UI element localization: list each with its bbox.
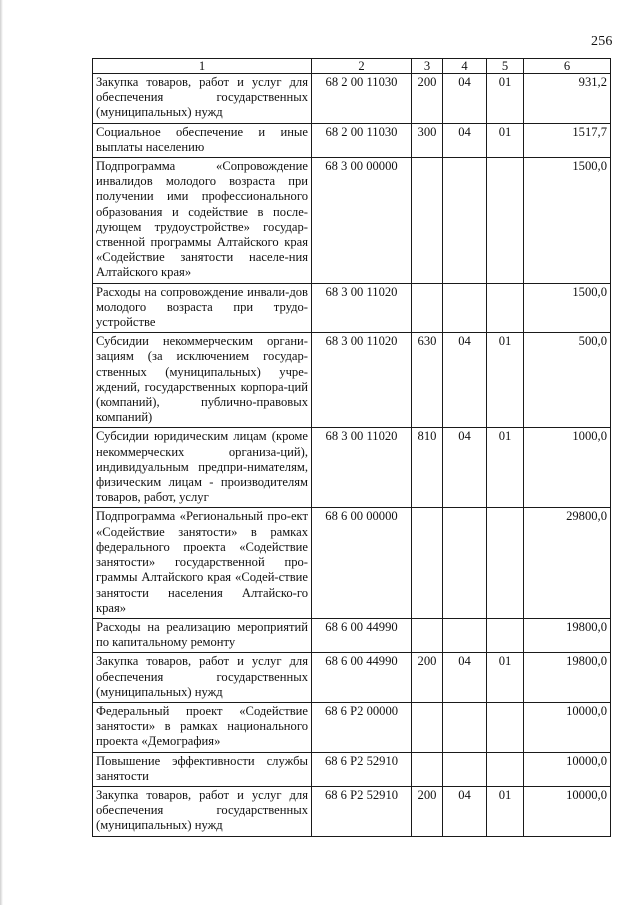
row-description: Субсидии некоммерческим органи-зациям (за исключением государ-ственных (муниципальных) учре-ждений, государственных корпора-ций (компаний), публично-правовых компаний)	[93, 333, 312, 428]
row-expense-type	[412, 702, 443, 752]
row-expense-type	[412, 283, 443, 333]
row-expense-type	[412, 158, 443, 284]
row-expense-type	[412, 508, 443, 618]
row-section	[443, 283, 487, 333]
row-subsection	[487, 702, 524, 752]
column-header-6: 6	[524, 59, 611, 74]
row-target-code: 68 6 P2 52910	[312, 752, 412, 786]
row-expense-type	[412, 752, 443, 786]
table-row	[93, 333, 611, 428]
row-expense-type: 300	[412, 123, 443, 157]
row-amount: 931,2	[524, 74, 611, 124]
row-description: Подпрограмма «Сопровождение инвалидов молодого возраста при получении ими профессионального образования и содействие в после-дующем трудоустройстве» государ-ственной программы Алтайского края «Содействие занятости населе-ния Алтайского края»	[93, 158, 312, 284]
table-row	[93, 702, 611, 752]
row-amount: 10000,0	[524, 702, 611, 752]
table-row	[93, 428, 611, 508]
row-description: Расходы на сопровождение инвали-дов молодого возраста при трудо-устройстве	[93, 283, 312, 333]
row-expense-type: 200	[412, 786, 443, 836]
row-amount: 19800,0	[524, 618, 611, 652]
row-section	[443, 752, 487, 786]
table-row	[93, 752, 611, 786]
row-amount: 1500,0	[524, 158, 611, 284]
column-header-5: 5	[487, 59, 524, 74]
row-expense-type: 630	[412, 333, 443, 428]
binding-edge-shadow	[0, 0, 3, 905]
row-amount: 1000,0	[524, 428, 611, 508]
column-header-2: 2	[312, 59, 412, 74]
table-row	[93, 618, 611, 652]
row-target-code: 68 6 P2 52910	[312, 786, 412, 836]
row-expense-type: 810	[412, 428, 443, 508]
row-subsection: 01	[487, 653, 524, 703]
row-section: 04	[443, 74, 487, 124]
row-section	[443, 158, 487, 284]
table-row	[93, 74, 611, 124]
row-amount: 1517,7	[524, 123, 611, 157]
row-subsection: 01	[487, 786, 524, 836]
row-expense-type: 200	[412, 74, 443, 124]
row-amount: 29800,0	[524, 508, 611, 618]
row-description: Подпрограмма «Региональный про-ект «Содействие занятости» в рамках федерального проекта «Содействие занятости» государственной про-граммы Алтайского края «Содей-ствие занятости населения Алтайско-го края»	[93, 508, 312, 618]
header-row	[93, 59, 611, 74]
row-target-code: 68 3 00 00000	[312, 158, 412, 284]
row-subsection	[487, 618, 524, 652]
row-amount: 19800,0	[524, 653, 611, 703]
row-subsection	[487, 508, 524, 618]
row-target-code: 68 6 00 44990	[312, 653, 412, 703]
row-subsection: 01	[487, 428, 524, 508]
row-target-code: 68 3 00 11020	[312, 333, 412, 428]
row-target-code: 68 6 P2 00000	[312, 702, 412, 752]
row-description: Субсидии юридическим лицам (кроме некоммерческих организа-ций), индивидуальным предпри-нимателям, физическим лицам - производителям товаров, работ, услуг	[93, 428, 312, 508]
row-amount: 10000,0	[524, 752, 611, 786]
row-subsection	[487, 283, 524, 333]
column-header-1: 1	[93, 59, 312, 74]
table-row	[93, 123, 611, 157]
table-row	[93, 653, 611, 703]
row-section: 04	[443, 786, 487, 836]
row-expense-type	[412, 618, 443, 652]
row-target-code: 68 2 00 11030	[312, 123, 412, 157]
table-row	[93, 283, 611, 333]
row-target-code: 68 3 00 11020	[312, 428, 412, 508]
row-expense-type: 200	[412, 653, 443, 703]
row-description: Федеральный проект «Содействие занятости» в рамках национального проекта «Демография»	[93, 702, 312, 752]
row-amount: 10000,0	[524, 786, 611, 836]
row-description: Социальное обеспечение и иные выплаты населению	[93, 123, 312, 157]
column-header-3: 3	[412, 59, 443, 74]
row-section	[443, 618, 487, 652]
column-header-4: 4	[443, 59, 487, 74]
row-subsection: 01	[487, 123, 524, 157]
budget-table	[92, 58, 611, 837]
table-row	[93, 158, 611, 284]
row-description: Закупка товаров, работ и услуг для обеспечения государственных (муниципальных) нужд	[93, 74, 312, 124]
row-description: Закупка товаров, работ и услуг для обеспечения государственных (муниципальных) нужд	[93, 786, 312, 836]
row-amount: 1500,0	[524, 283, 611, 333]
row-subsection: 01	[487, 74, 524, 124]
row-section: 04	[443, 653, 487, 703]
row-subsection	[487, 752, 524, 786]
row-section: 04	[443, 123, 487, 157]
row-section	[443, 702, 487, 752]
row-target-code: 68 3 00 11020	[312, 283, 412, 333]
row-section: 04	[443, 333, 487, 428]
table-row	[93, 508, 611, 618]
row-description: Повышение эффективности службы занятости	[93, 752, 312, 786]
row-section	[443, 508, 487, 618]
row-amount: 500,0	[524, 333, 611, 428]
row-target-code: 68 6 00 00000	[312, 508, 412, 618]
row-description: Расходы на реализацию мероприятий по капитальному ремонту	[93, 618, 312, 652]
page-number: 256	[591, 34, 613, 49]
table-row	[93, 786, 611, 836]
row-description: Закупка товаров, работ и услуг для обеспечения государственных (муниципальных) нужд	[93, 653, 312, 703]
row-section: 04	[443, 428, 487, 508]
row-subsection: 01	[487, 333, 524, 428]
row-target-code: 68 2 00 11030	[312, 74, 412, 124]
row-subsection	[487, 158, 524, 284]
row-target-code: 68 6 00 44990	[312, 618, 412, 652]
